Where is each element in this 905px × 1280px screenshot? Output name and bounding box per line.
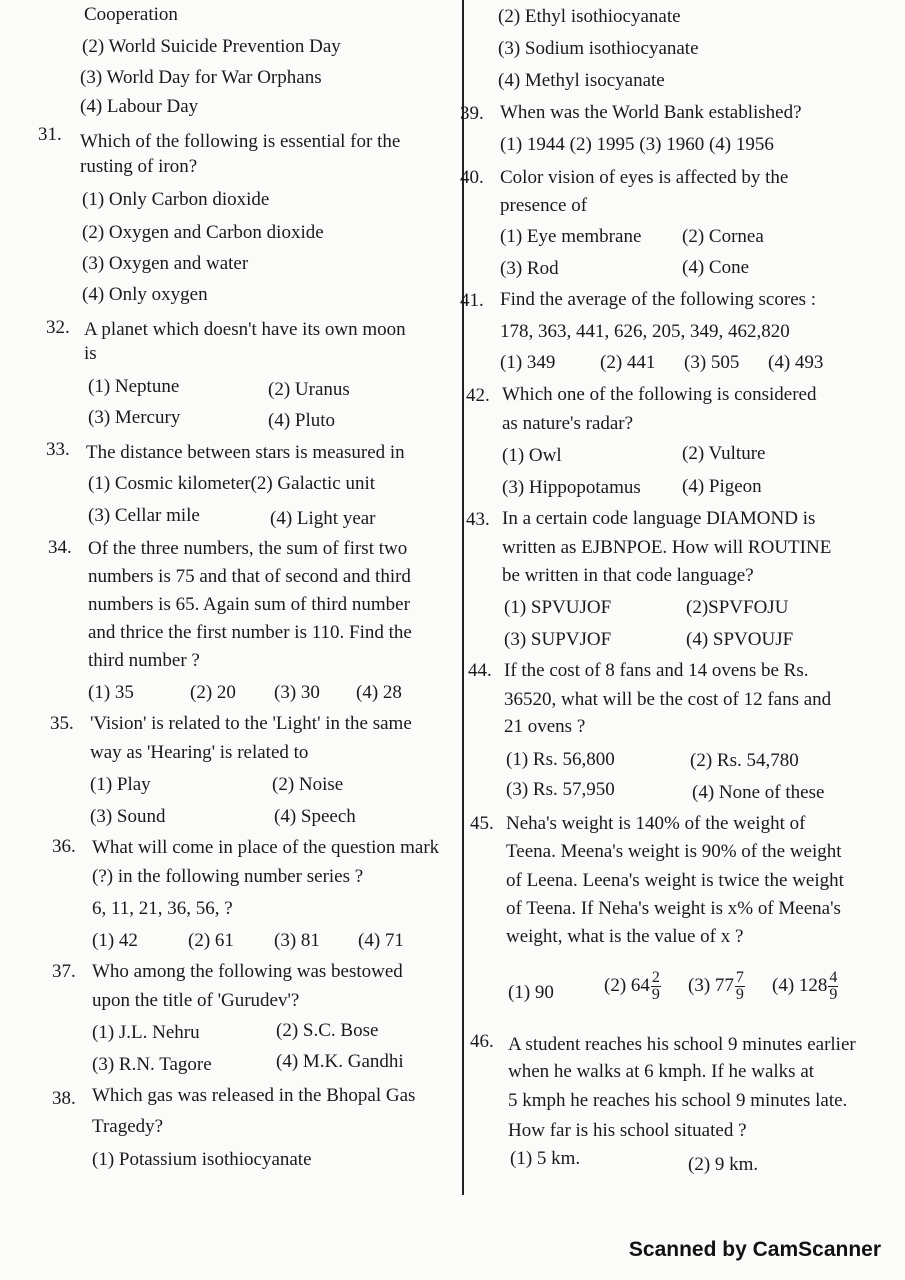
q41-option-2: (2) 441 (600, 352, 656, 373)
scanner-watermark: Scanned by CamScanner (628, 1238, 881, 1261)
q38-option-1: (1) Potassium isothiocyanate (92, 1149, 312, 1170)
q44-number: 44. (468, 660, 492, 681)
q40-option-3: (3) Rod (500, 258, 559, 279)
q41-option-3: (3) 505 (684, 352, 740, 373)
q46-text-line-3: 5 kmph he reaches his school 9 minutes late. (508, 1090, 848, 1111)
q43-number: 43. (466, 509, 490, 530)
q40-text-line-1: Color vision of eyes is affected by the (500, 167, 789, 188)
q44-text-line-2: 36520, what will be the cost of 12 fans and (504, 689, 832, 710)
q35-text-line-1: 'Vision' is related to the 'Light' in the same (90, 713, 412, 734)
q43-text-line-1: In a certain code language DIAMOND is (502, 508, 816, 529)
q35-option-1: (1) Play (90, 774, 151, 795)
q42-option-2: (2) Vulture (682, 443, 766, 464)
q37-text-line-1: Who among the following was bestowed (92, 961, 403, 982)
q44-option-4: (4) None of these (692, 782, 825, 803)
q34-option-1: (1) 35 (88, 682, 134, 703)
q36-text-line-2: (?) in the following number series ? (92, 866, 364, 887)
q31-option-2: (2) Oxygen and Carbon dioxide (82, 222, 324, 243)
q36-text-line-3: 6, 11, 21, 36, 56, ? (92, 898, 233, 919)
q37-option-4: (4) M.K. Gandhi (276, 1051, 404, 1072)
q42-number: 42. (466, 385, 490, 406)
q44-option-3: (3) Rs. 57,950 (506, 779, 615, 800)
q32-text-line-2: is (84, 343, 97, 364)
q45-option-3 (688, 970, 745, 1003)
q40-option-1: (1) Eye membrane (500, 226, 642, 247)
q33-number: 33. (46, 439, 70, 460)
q44-text-line-1: If the cost of 8 fans and 14 ovens be Rs. (504, 660, 809, 681)
q30-option-2: (2) World Suicide Prevention Day (82, 36, 341, 57)
q38-option-3: (3) Sodium isothiocyanate (498, 38, 699, 59)
q45-option-4 (772, 970, 838, 1003)
q31-option-4: (4) Only oxygen (82, 284, 208, 305)
q41-text-line-1: Find the average of the following scores : (500, 289, 817, 310)
q30-option-3: (3) World Day for War Orphans (80, 67, 322, 88)
q33-option-1-2: (1) Cosmic kilometer(2) Galactic unit (88, 473, 376, 494)
q45-option-3-label: (3) 77 (688, 974, 734, 996)
q38-option-2: (2) Ethyl isothiocyanate (498, 6, 681, 27)
q30-option-4: (4) Labour Day (80, 96, 199, 117)
q36-option-1: (1) 42 (92, 930, 138, 951)
q36-number: 36. (52, 836, 76, 857)
q43-option-3: (3) SUPVJOF (504, 629, 612, 650)
q45-option-4-label: (4) 128 (772, 974, 828, 996)
q37-option-2: (2) S.C. Bose (276, 1020, 379, 1041)
q45-option-2-denominator: 9 (651, 986, 660, 1003)
q46-option-2: (2) 9 km. (688, 1154, 759, 1175)
q41-text-line-2: 178, 363, 441, 626, 205, 349, 462,820 (500, 321, 790, 342)
q45-option-2-label: (2) 64 (604, 974, 650, 996)
q43-option-4: (4) SPVOUJF (686, 629, 794, 650)
q40-option-2: (2) Cornea (682, 226, 764, 247)
q42-text-line-2: as nature's radar? (502, 413, 634, 434)
q34-text-line-2: numbers is 75 and that of second and third (88, 566, 411, 587)
q40-number: 40. (460, 167, 484, 188)
q39-number: 39. (460, 103, 484, 124)
q43-option-2: (2)SPVFOJU (686, 597, 789, 618)
q34-option-4: (4) 28 (356, 682, 402, 703)
q33-text-line-1: The distance between stars is measured in (86, 442, 405, 463)
q35-number: 35. (50, 713, 74, 734)
q43-text-line-3: be written in that code language? (502, 565, 754, 586)
q45-option-2-numerator: 2 (651, 969, 660, 986)
q42-option-1: (1) Owl (502, 445, 562, 466)
q35-text-line-2: way as 'Hearing' is related to (90, 742, 309, 763)
q45-option-1: (1) 90 (508, 982, 554, 1003)
q45-text-line-4: of Teena. If Neha's weight is x% of Meena's (506, 898, 841, 919)
q36-option-2: (2) 61 (188, 930, 234, 951)
q38-number: 38. (52, 1088, 76, 1109)
q37-option-3: (3) R.N. Tagore (92, 1054, 212, 1075)
q41-option-4: (4) 493 (768, 352, 824, 373)
q45-option-2 (604, 970, 661, 1003)
q39-text-line-1: When was the World Bank established? (500, 102, 802, 123)
q33-option-3: (3) Cellar mile (88, 505, 200, 526)
q45-text-line-1: Neha's weight is 140% of the weight of (506, 813, 806, 834)
q44-option-2: (2) Rs. 54,780 (690, 750, 799, 771)
q45-option-3-denominator: 9 (735, 986, 744, 1003)
q41-number: 41. (460, 290, 484, 311)
q45-option-4-denominator: 9 (829, 986, 838, 1003)
q45-option-4-fraction (828, 970, 838, 1003)
q34-option-3: (3) 30 (274, 682, 320, 703)
q31-text-line-2: rusting of iron? (80, 156, 198, 177)
q46-text-line-2: when he walks at 6 kmph. If he walks at (508, 1061, 815, 1082)
q38-text-line-2: Tragedy? (92, 1116, 164, 1137)
q35-option-4: (4) Speech (274, 806, 356, 827)
q46-text-line-4: How far is his school situated ? (508, 1120, 747, 1141)
q34-text-line-3: numbers is 65. Again sum of third number (88, 594, 410, 615)
q32-number: 32. (46, 317, 70, 338)
q31-number: 31. (38, 124, 62, 145)
q44-text-line-3: 21 ovens ? (504, 716, 586, 737)
q45-text-line-2: Teena. Meena's weight is 90% of the weight (506, 841, 842, 862)
q30-tail: Cooperation (84, 4, 178, 25)
q32-option-1: (1) Neptune (88, 376, 180, 397)
q42-text-line-1: Which one of the following is considered (502, 384, 817, 405)
q45-option-4-numerator: 4 (829, 969, 838, 986)
q45-option-3-numerator: 7 (735, 969, 744, 986)
q45-number: 45. (470, 813, 494, 834)
q36-text-line-1: What will come in place of the question mark (92, 837, 440, 858)
q31-option-1: (1) Only Carbon dioxide (82, 189, 270, 210)
q32-option-4: (4) Pluto (268, 410, 336, 431)
q35-option-2: (2) Noise (272, 774, 344, 795)
q32-option-3: (3) Mercury (88, 407, 181, 428)
q43-text-line-2: written as EJBNPOE. How will ROUTINE (502, 537, 832, 558)
q31-text-line-1: Which of the following is essential for the (80, 131, 401, 152)
q36-option-3: (3) 81 (274, 930, 320, 951)
q35-option-3: (3) Sound (90, 806, 166, 827)
q40-text-line-2: presence of (500, 195, 588, 216)
q46-option-1: (1) 5 km. (510, 1148, 581, 1169)
q46-number: 46. (470, 1031, 494, 1052)
q37-number: 37. (52, 961, 76, 982)
q34-text-line-4: and thrice the first number is 110. Find the (88, 622, 412, 643)
q42-option-3: (3) Hippopotamus (502, 477, 641, 498)
q36-option-4: (4) 71 (358, 930, 404, 951)
q38-option-4: (4) Methyl isocyanate (498, 70, 665, 91)
q32-option-2: (2) Uranus (268, 379, 350, 400)
q45-option-2-fraction (651, 970, 661, 1003)
q34-text-line-5: third number ? (88, 650, 200, 671)
q34-text-line-1: Of the three numbers, the sum of first two (88, 538, 408, 559)
q39-options: (1) 1944 (2) 1995 (3) 1960 (4) 1956 (500, 134, 774, 155)
q45-option-3-fraction (735, 970, 745, 1003)
q32-text-line-1: A planet which doesn't have its own moon (84, 319, 406, 340)
q33-option-4: (4) Light year (270, 508, 376, 529)
q37-text-line-2: upon the title of 'Gurudev'? (92, 990, 300, 1011)
q43-option-1: (1) SPVUJOF (504, 597, 612, 618)
q40-option-4: (4) Cone (682, 257, 750, 278)
q45-text-line-3: of Leena. Leena's weight is twice the weight (506, 870, 844, 891)
q42-option-4: (4) Pigeon (682, 476, 762, 497)
q41-option-1: (1) 349 (500, 352, 556, 373)
q45-text-line-5: weight, what is the value of x ? (506, 926, 744, 947)
q31-option-3: (3) Oxygen and water (82, 253, 249, 274)
q46-text-line-1: A student reaches his school 9 minutes earlier (508, 1034, 856, 1055)
q34-option-2: (2) 20 (190, 682, 236, 703)
q44-option-1: (1) Rs. 56,800 (506, 749, 615, 770)
q37-option-1: (1) J.L. Nehru (92, 1022, 200, 1043)
q38-text-line-1: Which gas was released in the Bhopal Gas (92, 1085, 416, 1106)
q34-number: 34. (48, 537, 72, 558)
